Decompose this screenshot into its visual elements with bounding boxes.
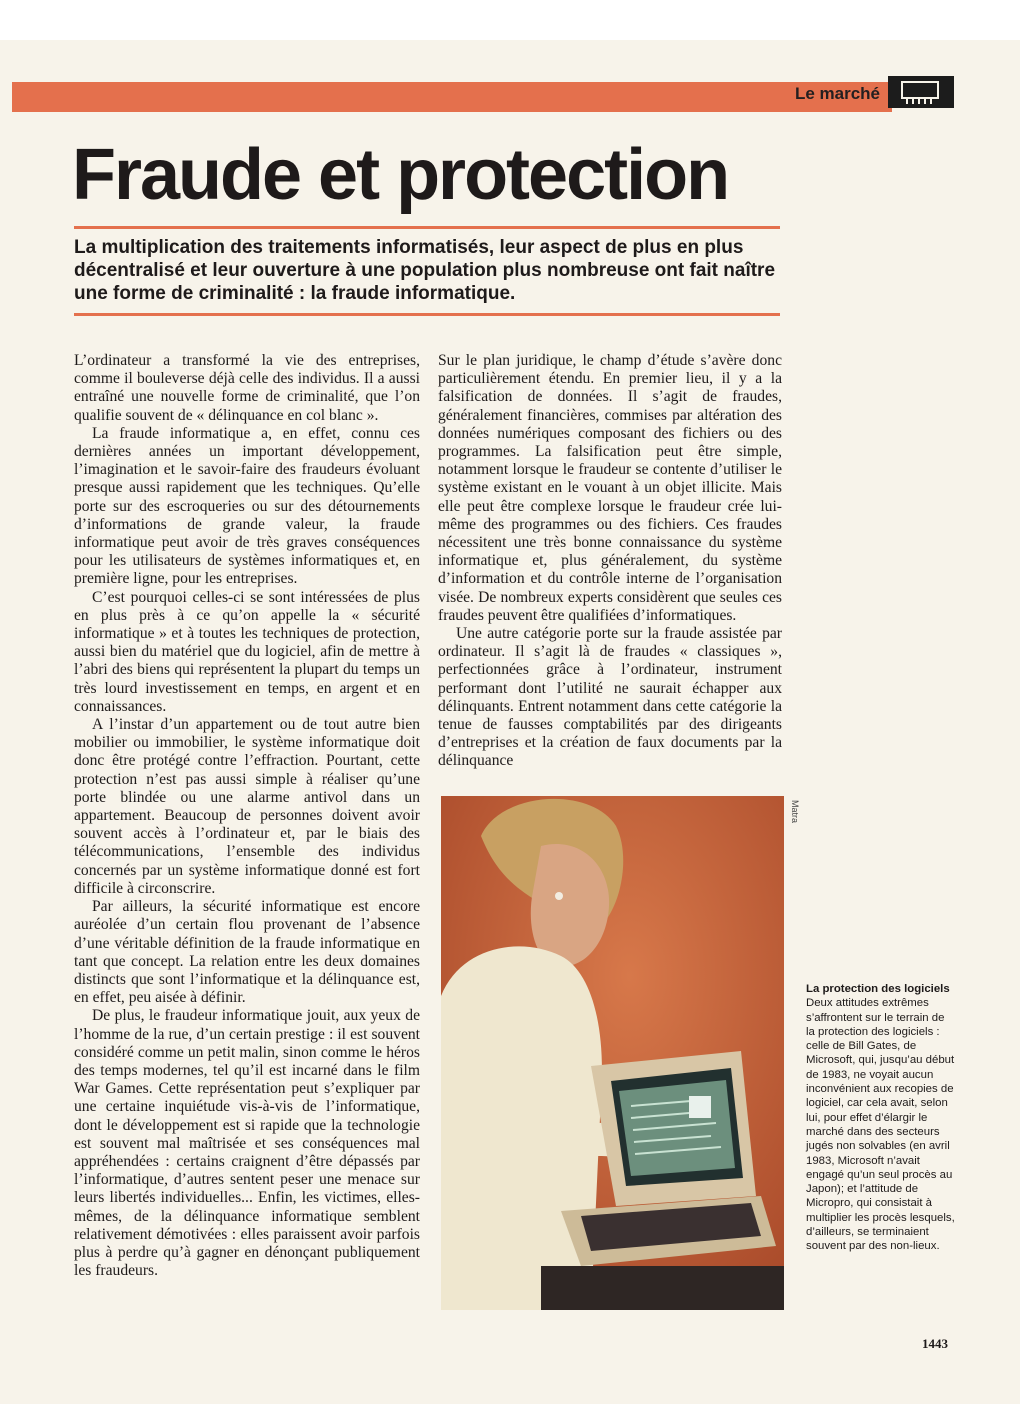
article-title: Fraude et protection: [72, 135, 729, 215]
caption-body: Deux attitudes extrêmes s’affrontent sur le terrain de la protection des logiciels : celle de Bill Gates, de Microsoft, qui, jusqu’au début de 1983, ne voyait aucun inconvénient aux recopies de logiciel, car cela avait, selon lui, pour effet d’élargir le marché dans des secteurs jugés non solvables (en avril 1983, Microsoft n’avait engagé qu’un seul procès au Japon); et l’attitude de Micropro, qui consistait à multiplier les procès lesquels, d’ailleurs, se terminaient souvent par des non-lieux.: [806, 997, 955, 1253]
right-column: [438, 352, 782, 771]
section-label: Le marché: [794, 84, 880, 103]
paragraph: C’est pourquoi celles-ci se sont intéressées de plus en plus près à ce qu’on appelle la « sécurité informatique » et à toutes les techniques de protection, aussi bien du matériel que du logiciel, afin de mettre à l’abri des biens qui représentent la plupart du temps un très lourd investissement en temps, en argent et en connaissances.: [74, 588, 420, 715]
section-header-band: [12, 82, 892, 112]
title-rule: [74, 226, 780, 229]
photo-caption: [806, 982, 956, 1254]
paragraph: A l’instar d’un appartement ou de tout autre bien mobilier ou immobilier, le système informatique doit donc être protégé contre l’effraction. Pourtant, cette protection n’est pas aussi simple à réaliser qu’une porte blindée ou une alarme antivol dans un appartement. Beaucoup de personnes doivent avoir souvent accès à l’ordinateur et, par le biais des télécommunications, l’ensemble des individus concernés par un système informatique donné est fort difficile à circonscrire.: [74, 716, 420, 897]
page-number: 1443: [922, 1336, 948, 1351]
page-top-margin: [0, 0, 1020, 40]
paragraph: De plus, le fraudeur informatique jouit, aux yeux de l’homme de la rue, d’un certain prestige : il est souvent considéré comme un petit malin, sinon comme le héros des temps modernes, tel qu’il est incarné dans le film War Games. Cette représentation peut s’expliquer par une certaine inquiétude vis-à-vis de l’informatique, dont le développement est si rapide que la technologie est souvent mal maîtrisée et ses conséquences mal appréhendées : certains craignent d’être dépassés par l’informatique, d’autres sentent peser une menace sur leurs libertés individuelles... Enfin, les victimes, elles-mêmes, de la délinquance informatique semblent relativement démotivées : elles paraissent avoir parfois plus à perdre qu’à gagner en dénonçant publiquement les fraudeurs.: [74, 1007, 420, 1280]
paragraph: Une autre catégorie porte sur la fraude assistée par ordinateur. Il s’agit là de fraudes « classiques », perfectionnées grâce à l’ordinateur, instrument performant dont l’utilité ne saurait échapper aux délinquants. Entrent notamment dans cette catégorie la tenue de fausses comptabilités par des dirigeants d’entreprises et la création de faux documents par la délinquance: [438, 625, 782, 770]
computer-user-photo: [441, 796, 784, 1310]
photo-credit: Matra: [790, 800, 800, 824]
caption-title: La protection des logiciels: [806, 983, 950, 995]
paragraph: Sur le plan juridique, le champ d’étude s’avère donc particulièrement étendu. En premier lieu, il y a la falsification de données. Il s’agit de fraudes, généralement financières, commises par altération des données numériques composant des fichiers ou des programmes. La falsification peut être simple, notamment lorsque le fraudeur se contente d’utiliser le système existant en le vouant à un objet illicite. Mais elle peut être complexe lorsque le fraudeur crée lui-même des programmes ou des fichiers. Ces fraudes nécessitent une très bonne connaissance du système informatique et, plus généralement, du système d’information et du contrôle interne de l’organisation visée. De nombreux experts considèrent que seules ces fraudes peuvent être qualifiées d’informatiques.: [438, 352, 782, 624]
paragraph: Par ailleurs, la sécurité informatique est encore auréolée d’un certain flou provenant de l’absence d’une véritable définition de la fraude informatique en tant que concept. La relation entre les deux domaines distincts que sont l’informatique et la délinquance est, en effet, peu aisée à définir.: [74, 898, 420, 1007]
chip-icon: [888, 76, 954, 108]
paragraph: L’ordinateur a transformé la vie des entreprises, comme il bouleverse déjà celle des individus. Il a aussi entraîné une nouvelle forme de criminalité, que l’on qualifie souvent de « délinquance en col blanc ».: [74, 352, 420, 424]
lead-rule: [74, 313, 780, 316]
paragraph: La fraude informatique a, en effet, connu ces dernières années un important développement, l’imagination et le savoir-faire des fraudeurs évoluant presque aussi rapidement que les techniques. Qu’elle porte sur des escroqueries ou sur des détournements d’informations de grande valeur, la fraude informatique peut avoir de très graves conséquences pour les utilisateurs de systèmes informatiques et, en première ligne, pour les entreprises.: [74, 424, 420, 588]
left-column: [74, 352, 420, 1280]
article-lead: La multiplication des traitements informatisés, leur aspect de plus en plus décentralisé et leur ouverture à une population plus nombreuse ont fait naître une forme de criminalité : la fraude informatique.: [74, 237, 776, 304]
